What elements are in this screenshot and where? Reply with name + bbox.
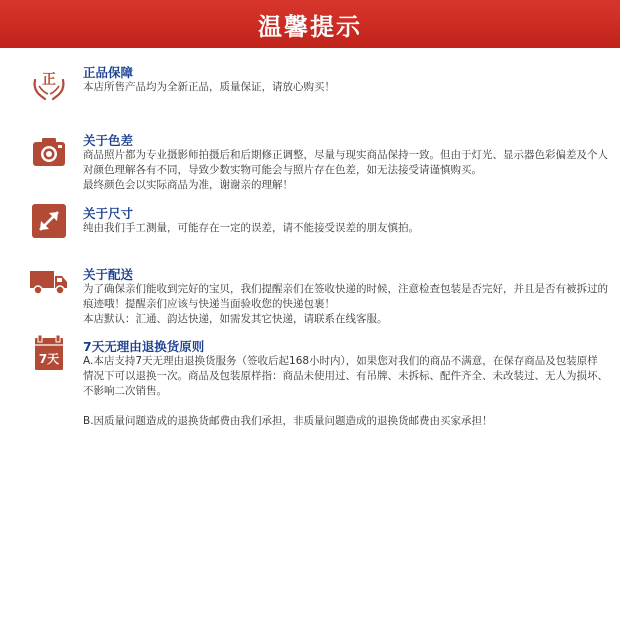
paragraph-gap: [83, 399, 613, 414]
section-text: 商品照片都为专业摄影师拍摄后和后期修正调整，尽量与现实商品保持一致。但由于灯光、显示器色彩偏差及个人: [83, 149, 608, 161]
hands-genuine-icon: [31, 66, 67, 102]
section-title: 关于配送: [83, 267, 134, 282]
section-text: 痕迹哦！提醒亲们应该与快递当面验收您的快递包裹！: [83, 298, 335, 310]
section-text: 不影响二次销售。: [83, 385, 167, 397]
section-title: 关于尺寸: [83, 206, 134, 221]
section-text: 最终颜色会以实际商品为准，谢谢亲的理解！: [83, 179, 293, 191]
truck-icon: [29, 263, 69, 299]
section-text: 对颜色理解各有不同，导致少数实物可能会与照片存在色差，如无法接受请谨慎购买。: [83, 164, 482, 176]
resize-arrow-icon: [31, 203, 67, 239]
section-text: 本店所售产品均为全新正品，质量保证，请放心购买！: [83, 81, 335, 93]
section-text: 为了确保亲们能收到完好的宝贝，我们提醒亲们在签收快递的时候，注意检查包装是否完好，并且是否有被拆过的: [83, 283, 608, 295]
page-title: 温馨提示: [258, 12, 362, 41]
seven-day-icon-label: 7天: [38, 352, 60, 366]
section-text: A.本店支持7天无理由退换货服务（签收后起168小时内），如果您对我们的商品不满意，在保存商品及包装原样: [83, 355, 598, 367]
section-text: 本店默认：汇通、韵达快递，如需发其它快递，请联系在线客服。: [83, 313, 388, 325]
section-text: 纯由我们手工测量，可能存在一定的误差，请不能接受误差的朋友慎拍。: [83, 222, 419, 234]
genuine-icon-label: 正: [42, 72, 56, 88]
section-title: 关于色差: [83, 133, 134, 148]
seven-day-return-icon: [31, 335, 67, 371]
camera-icon: [31, 134, 67, 170]
section-text: 情况下可以退换一次。商品及包装原样指：商品未使用过、有吊牌、未拆标、配件齐全、未改装过、无人为损坏、: [83, 370, 608, 382]
section-text: B.因质量问题造成的退换货邮费由我们承担，非质量问题造成的退换货邮费由买家承担！: [83, 415, 493, 427]
section-title: 正品保障: [83, 65, 134, 80]
header-banner: [0, 0, 620, 48]
section-title: 7天无理由退换货原则: [83, 339, 205, 354]
